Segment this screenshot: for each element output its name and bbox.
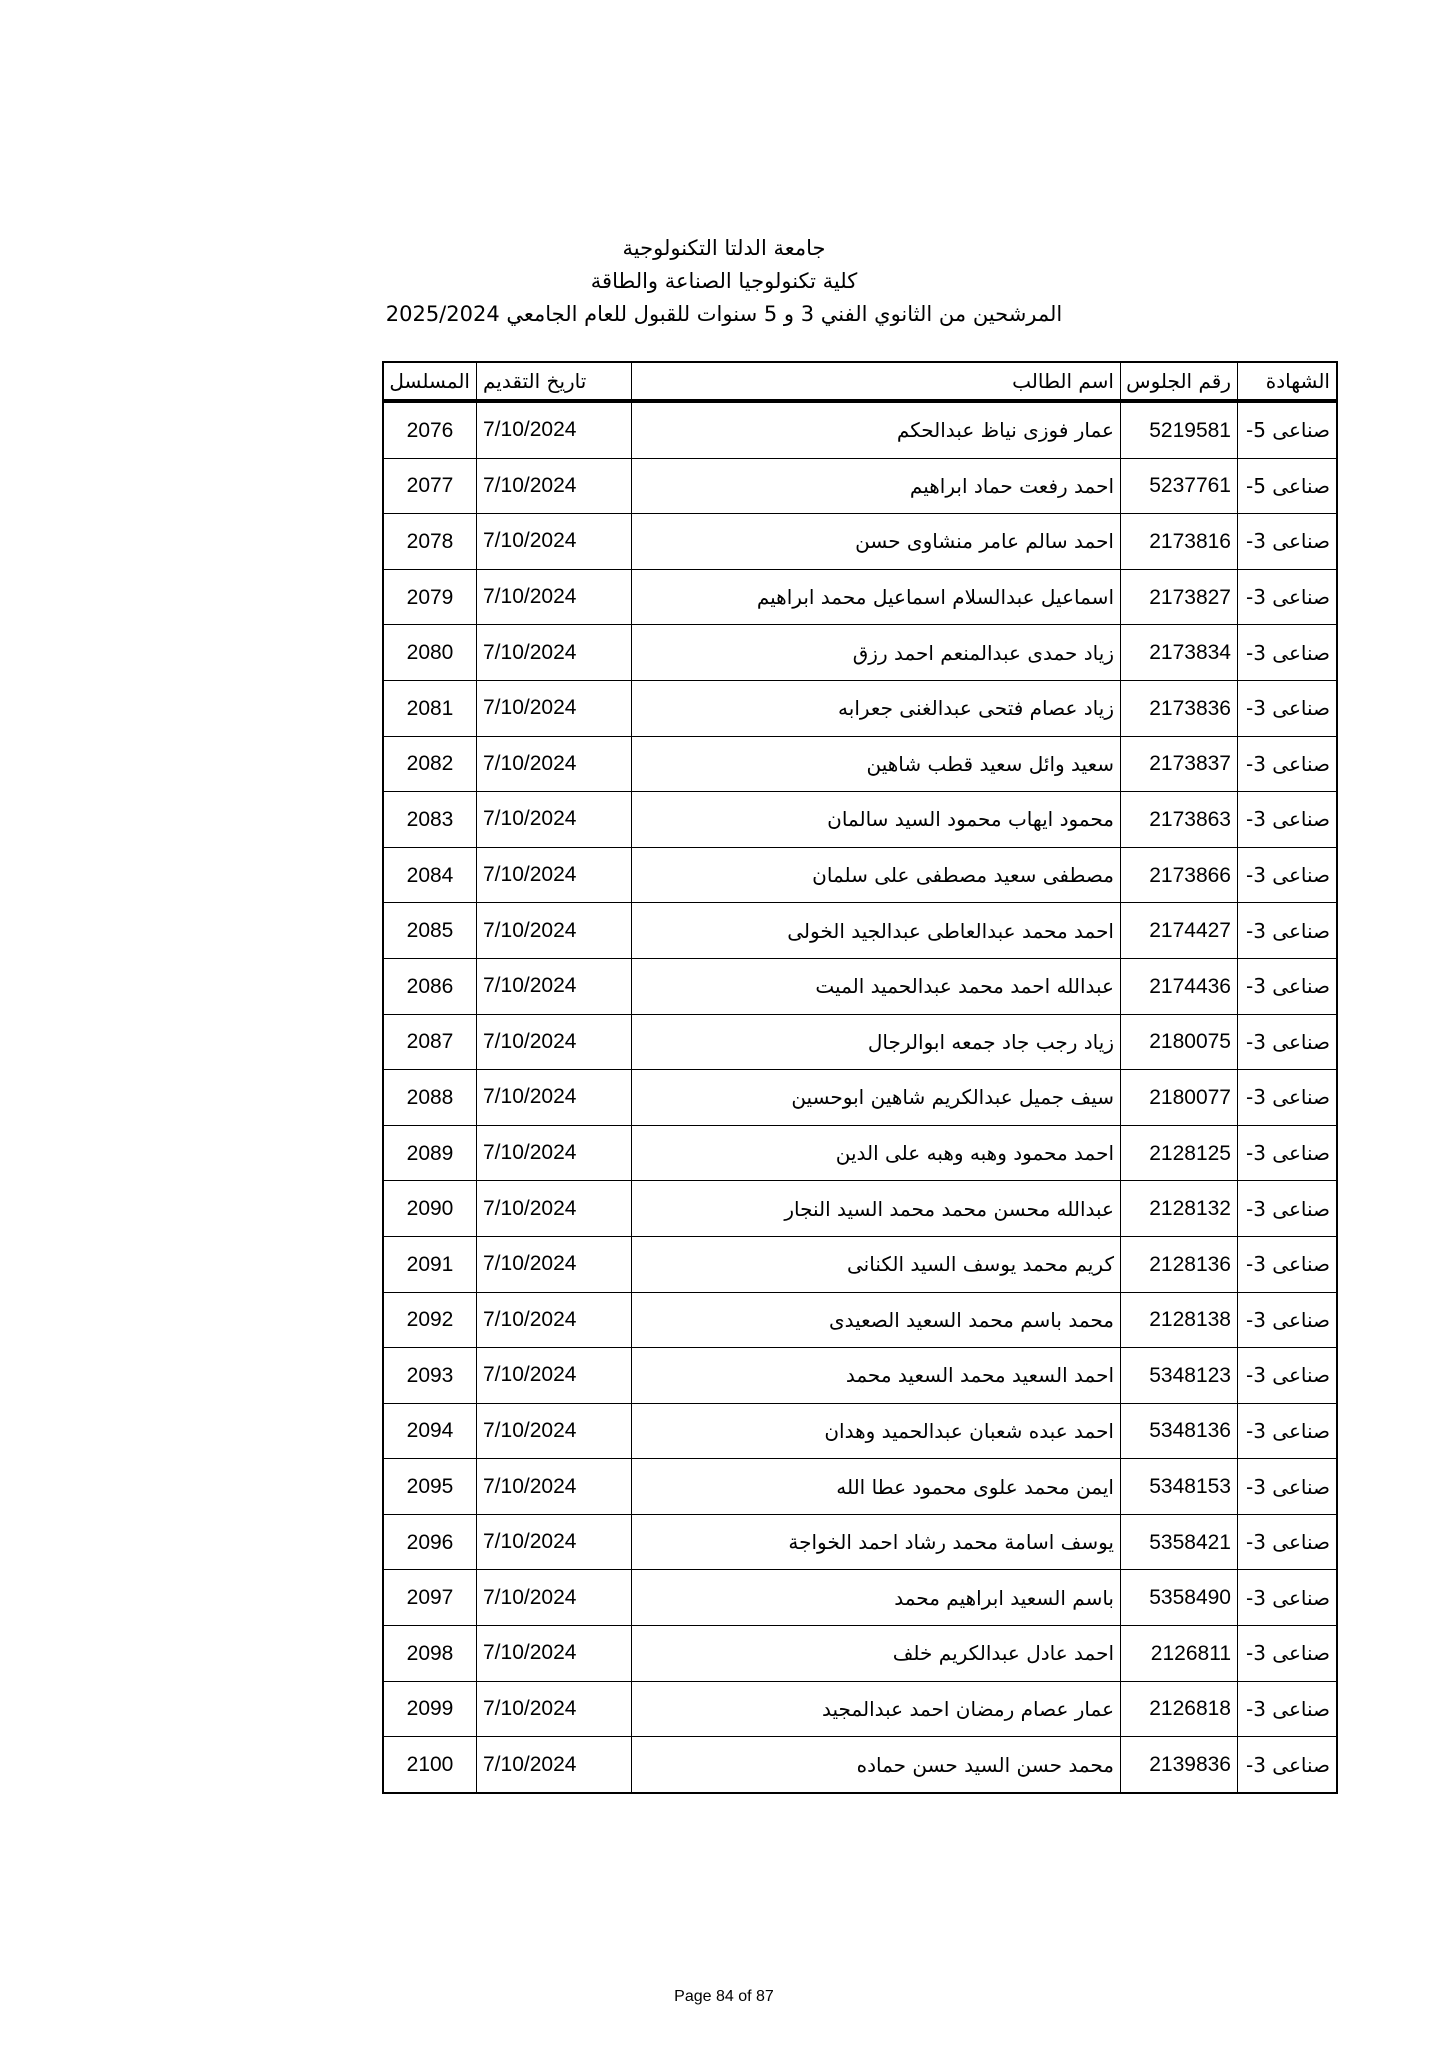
table-row	[383, 625, 1337, 681]
cell-student-name: سيف جميل عبدالكريم شاهين ابوحسين	[632, 1070, 1121, 1126]
cell-seat-number-value: 2128132	[1149, 1197, 1231, 1221]
cell-application-date	[477, 401, 632, 458]
table-row	[383, 1626, 1337, 1682]
page-number: Page 84 of 87	[674, 1988, 774, 2005]
cell-serial	[383, 1681, 477, 1737]
cell-serial-value: 2089	[406, 1141, 454, 1165]
cell-student-name: زياد عصام فتحى عبدالغنى جعرابه	[632, 680, 1121, 736]
cell-certificate: صناعى 3-	[1238, 1236, 1338, 1292]
cell-certificate: صناعى 3-	[1238, 1459, 1338, 1515]
cell-seat-number-value: 2173834	[1149, 641, 1231, 665]
column-header-student-name: اسم الطالب	[632, 362, 1121, 401]
cell-serial	[383, 1181, 477, 1237]
cell-student-name: عمار فوزى نياظ عبدالحكم	[632, 401, 1121, 458]
cell-application-date-value: 7/10/2024	[483, 1307, 577, 1331]
cell-certificate: صناعى 3-	[1238, 569, 1338, 625]
cell-application-date-value: 7/10/2024	[483, 1029, 577, 1053]
cell-serial	[383, 1292, 477, 1348]
cell-serial	[383, 1514, 477, 1570]
cell-serial	[383, 1737, 477, 1793]
cell-serial-value: 2090	[406, 1197, 454, 1221]
cell-student-name: ايمن محمد علوى محمود عطا الله	[632, 1459, 1121, 1515]
document-header	[0, 232, 1448, 331]
cell-certificate: صناعى 3-	[1238, 1348, 1338, 1404]
cell-application-date	[477, 569, 632, 625]
cell-serial-value: 2098	[406, 1641, 454, 1665]
cell-application-date	[477, 1403, 632, 1459]
cell-application-date-value: 7/10/2024	[483, 1641, 577, 1665]
cell-certificate: صناعى 3-	[1238, 1014, 1338, 1070]
cell-application-date	[477, 1070, 632, 1126]
cell-application-date-value: 7/10/2024	[483, 1752, 577, 1776]
cell-seat-number-value: 2173837	[1149, 752, 1231, 776]
cell-seat-number-value: 2128125	[1149, 1141, 1231, 1165]
cell-certificate: صناعى 3-	[1238, 514, 1338, 570]
table-row	[383, 569, 1337, 625]
cell-application-date	[477, 1570, 632, 1626]
table-header-row	[383, 362, 1337, 401]
cell-application-date-value: 7/10/2024	[483, 696, 577, 720]
cell-application-date-value: 7/10/2024	[483, 974, 577, 998]
cell-application-date-value: 7/10/2024	[483, 863, 577, 887]
cell-application-date-value: 7/10/2024	[483, 1530, 577, 1554]
cell-student-name: محمود ايهاب محمود السيد سالمان	[632, 792, 1121, 848]
cell-seat-number	[1121, 458, 1238, 514]
cell-student-name: اسماعيل عبدالسلام اسماعيل محمد ابراهيم	[632, 569, 1121, 625]
cell-certificate: صناعى 3-	[1238, 1403, 1338, 1459]
table-row	[383, 1570, 1337, 1626]
cell-application-date	[477, 680, 632, 736]
cell-student-name: باسم السعيد ابراهيم محمد	[632, 1570, 1121, 1626]
cell-seat-number-value: 2174427	[1149, 919, 1231, 943]
cell-seat-number	[1121, 847, 1238, 903]
cell-serial-value: 2096	[406, 1530, 454, 1554]
cell-application-date-value: 7/10/2024	[483, 1585, 577, 1609]
cell-certificate: صناعى 3-	[1238, 736, 1338, 792]
document-subtitle: المرشحين من الثانوي الفني 3 و 5 سنوات للقبول للعام الجامعي 2025/2024	[385, 302, 1063, 326]
table-row	[383, 401, 1337, 458]
cell-certificate: صناعى 3-	[1238, 792, 1338, 848]
cell-application-date-value: 7/10/2024	[483, 807, 577, 831]
cell-student-name: مصطفى سعيد مصطفى على سلمان	[632, 847, 1121, 903]
cell-serial-value: 2076	[406, 418, 454, 442]
table-row	[383, 792, 1337, 848]
cell-application-date	[477, 1125, 632, 1181]
cell-seat-number-value: 2173827	[1149, 585, 1231, 609]
cell-seat-number-value: 2180077	[1149, 1085, 1231, 1109]
table-row	[383, 903, 1337, 959]
cell-application-date	[477, 1459, 632, 1515]
cell-seat-number	[1121, 1348, 1238, 1404]
cell-student-name: احمد عادل عبدالكريم خلف	[632, 1626, 1121, 1682]
cell-application-date-value: 7/10/2024	[483, 585, 577, 609]
cell-application-date	[477, 458, 632, 514]
cell-serial-value: 2082	[406, 752, 454, 776]
cell-student-name: احمد رفعت حماد ابراهيم	[632, 458, 1121, 514]
cell-serial-value: 2086	[406, 974, 454, 998]
cell-certificate: صناعى 3-	[1238, 1626, 1338, 1682]
cell-seat-number-value: 2126811	[1150, 1641, 1231, 1665]
cell-application-date	[477, 514, 632, 570]
cell-seat-number-value: 5348123	[1149, 1363, 1231, 1387]
college-title: كلية تكنولوجيا الصناعة والطاقة	[590, 269, 858, 293]
cell-seat-number-value: 2173836	[1149, 696, 1231, 720]
cell-serial-value: 2094	[406, 1419, 454, 1443]
column-header-serial: المسلسل	[383, 362, 477, 401]
cell-serial	[383, 1626, 477, 1682]
cell-application-date	[477, 625, 632, 681]
cell-seat-number-value: 2126818	[1149, 1697, 1231, 1721]
cell-serial-value: 2084	[406, 863, 454, 887]
cell-application-date-value: 7/10/2024	[483, 1363, 577, 1387]
cell-student-name: احمد محمود وهبه وهبه على الدين	[632, 1125, 1121, 1181]
cell-serial-value: 2097	[406, 1586, 454, 1610]
cell-application-date	[477, 1181, 632, 1237]
cell-serial-value: 2095	[406, 1475, 454, 1499]
cell-seat-number-value: 2180075	[1149, 1030, 1231, 1054]
cell-certificate: صناعى 3-	[1238, 680, 1338, 736]
cell-serial	[383, 903, 477, 959]
table-row	[383, 1459, 1337, 1515]
cell-application-date	[477, 1737, 632, 1793]
cell-serial	[383, 847, 477, 903]
cell-student-name: يوسف اسامة محمد رشاد احمد الخواجة	[632, 1514, 1121, 1570]
cell-serial-value: 2078	[406, 529, 454, 553]
cell-seat-number-value: 5358490	[1149, 1586, 1231, 1610]
cell-seat-number	[1121, 1514, 1238, 1570]
table-row	[383, 1514, 1337, 1570]
cell-application-date	[477, 736, 632, 792]
cell-application-date-value: 7/10/2024	[483, 1418, 577, 1442]
cell-application-date	[477, 958, 632, 1014]
cell-seat-number	[1121, 625, 1238, 681]
cell-serial-value: 2093	[406, 1363, 454, 1387]
table-row	[383, 958, 1337, 1014]
cell-application-date	[477, 1681, 632, 1737]
candidates-table	[382, 361, 1338, 1794]
cell-serial-value: 2087	[406, 1030, 454, 1054]
cell-application-date	[477, 1014, 632, 1070]
cell-certificate: صناعى 3-	[1238, 1514, 1338, 1570]
cell-certificate: صناعى 3-	[1238, 1681, 1338, 1737]
table-row	[383, 1070, 1337, 1126]
cell-serial	[383, 569, 477, 625]
cell-seat-number	[1121, 903, 1238, 959]
cell-student-name: احمد سالم عامر منشاوى حسن	[632, 514, 1121, 570]
cell-application-date-value: 7/10/2024	[483, 1085, 577, 1109]
cell-seat-number-value: 2139836	[1149, 1753, 1231, 1777]
cell-certificate: صناعى 3-	[1238, 847, 1338, 903]
cell-application-date-value: 7/10/2024	[483, 1474, 577, 1498]
cell-serial	[383, 792, 477, 848]
column-header-certificate: الشهادة	[1238, 362, 1338, 401]
cell-seat-number	[1121, 1403, 1238, 1459]
table-row	[383, 847, 1337, 903]
cell-student-name: عمار عصام رمضان احمد عبدالمجيد	[632, 1681, 1121, 1737]
university-title: جامعة الدلتا التكنولوجية	[622, 236, 826, 260]
cell-seat-number-value: 5348153	[1149, 1475, 1231, 1499]
cell-student-name: زياد رجب جاد جمعه ابوالرجال	[632, 1014, 1121, 1070]
cell-seat-number	[1121, 1236, 1238, 1292]
cell-certificate: صناعى 3-	[1238, 1070, 1338, 1126]
table-row	[383, 1681, 1337, 1737]
cell-certificate: صناعى 5-	[1238, 458, 1338, 514]
cell-seat-number	[1121, 514, 1238, 570]
table-row	[383, 1125, 1337, 1181]
table-row	[383, 514, 1337, 570]
cell-certificate: صناعى 3-	[1238, 625, 1338, 681]
cell-seat-number-value: 2173866	[1149, 863, 1231, 887]
cell-seat-number	[1121, 1459, 1238, 1515]
cell-application-date-value: 7/10/2024	[483, 918, 577, 942]
cell-student-name: زياد حمدى عبدالمنعم احمد رزق	[632, 625, 1121, 681]
cell-serial-value: 2080	[406, 641, 454, 665]
table-row	[383, 1403, 1337, 1459]
cell-seat-number-value: 5237761	[1149, 474, 1231, 498]
cell-application-date-value: 7/10/2024	[483, 529, 577, 553]
table-row	[383, 458, 1337, 514]
cell-student-name: عبدالله محسن محمد محمد السيد النجار	[632, 1181, 1121, 1237]
cell-seat-number	[1121, 792, 1238, 848]
cell-student-name: احمد السعيد محمد السعيد محمد	[632, 1348, 1121, 1404]
cell-seat-number	[1121, 569, 1238, 625]
cell-application-date-value: 7/10/2024	[483, 1141, 577, 1165]
cell-serial	[383, 1125, 477, 1181]
cell-student-name: كريم محمد يوسف السيد الكنانى	[632, 1236, 1121, 1292]
cell-seat-number	[1121, 680, 1238, 736]
cell-serial	[383, 1236, 477, 1292]
cell-application-date	[477, 1626, 632, 1682]
cell-serial	[383, 1570, 477, 1626]
cell-certificate: صناعى 3-	[1238, 1181, 1338, 1237]
cell-application-date-value: 7/10/2024	[483, 751, 577, 775]
cell-student-name: محمد باسم محمد السعيد الصعيدى	[632, 1292, 1121, 1348]
cell-seat-number	[1121, 1125, 1238, 1181]
table-body	[383, 401, 1337, 1793]
cell-application-date-value: 7/10/2024	[483, 473, 577, 497]
cell-certificate: صناعى 3-	[1238, 958, 1338, 1014]
cell-student-name: عبدالله احمد محمد عبدالحميد الميت	[632, 958, 1121, 1014]
cell-student-name: احمد محمد عبدالعاطى عبدالجيد الخولى	[632, 903, 1121, 959]
cell-serial	[383, 458, 477, 514]
cell-certificate: صناعى 3-	[1238, 1570, 1338, 1626]
table-row	[383, 1014, 1337, 1070]
cell-serial-value: 2081	[406, 696, 454, 720]
cell-seat-number-value: 5348136	[1149, 1419, 1231, 1443]
cell-seat-number	[1121, 1737, 1238, 1793]
cell-student-name: محمد حسن السيد حسن حماده	[632, 1737, 1121, 1793]
table-row	[383, 680, 1337, 736]
cell-seat-number	[1121, 1070, 1238, 1126]
cell-seat-number	[1121, 1292, 1238, 1348]
cell-application-date	[477, 1514, 632, 1570]
cell-seat-number-value: 2128138	[1149, 1308, 1231, 1332]
cell-seat-number-value: 2174436	[1149, 974, 1231, 998]
cell-seat-number	[1121, 1014, 1238, 1070]
cell-application-date	[477, 847, 632, 903]
cell-application-date	[477, 903, 632, 959]
table-row	[383, 1348, 1337, 1404]
cell-seat-number	[1121, 1570, 1238, 1626]
cell-application-date-value: 7/10/2024	[483, 1252, 577, 1276]
table-row	[383, 1181, 1337, 1237]
candidates-table-container	[382, 361, 1338, 1794]
table-row	[383, 1737, 1337, 1793]
cell-serial-value: 2088	[406, 1085, 454, 1109]
column-header-application-date: تاريخ التقديم	[477, 362, 632, 401]
cell-certificate: صناعى 3-	[1238, 903, 1338, 959]
cell-serial-value: 2092	[406, 1308, 454, 1332]
cell-application-date-value: 7/10/2024	[483, 1696, 577, 1720]
cell-student-name: سعيد وائل سعيد قطب شاهين	[632, 736, 1121, 792]
cell-application-date	[477, 792, 632, 848]
cell-seat-number	[1121, 1626, 1238, 1682]
cell-serial	[383, 958, 477, 1014]
cell-seat-number-value: 2173816	[1149, 529, 1231, 553]
cell-application-date	[477, 1292, 632, 1348]
cell-seat-number-value: 5358421	[1149, 1530, 1231, 1554]
cell-certificate: صناعى 5-	[1238, 401, 1338, 458]
cell-application-date-value: 7/10/2024	[483, 640, 577, 664]
cell-serial	[383, 1459, 477, 1515]
cell-serial	[383, 736, 477, 792]
cell-certificate: صناعى 3-	[1238, 1292, 1338, 1348]
cell-certificate: صناعى 3-	[1238, 1125, 1338, 1181]
cell-application-date	[477, 1348, 632, 1404]
cell-seat-number	[1121, 401, 1238, 458]
cell-serial	[383, 1403, 477, 1459]
cell-serial-value: 2077	[406, 474, 454, 498]
cell-seat-number-value: 2173863	[1149, 807, 1231, 831]
cell-serial-value: 2100	[406, 1753, 454, 1777]
cell-serial	[383, 680, 477, 736]
cell-serial	[383, 1014, 477, 1070]
cell-application-date	[477, 1236, 632, 1292]
cell-serial	[383, 1070, 477, 1126]
cell-serial-value: 2085	[406, 919, 454, 943]
cell-serial	[383, 401, 477, 458]
cell-serial	[383, 625, 477, 681]
cell-application-date-value: 7/10/2024	[483, 1196, 577, 1220]
cell-seat-number	[1121, 736, 1238, 792]
cell-seat-number-value: 5219581	[1149, 418, 1231, 442]
cell-serial-value: 2099	[406, 1697, 454, 1721]
table-row	[383, 1236, 1337, 1292]
cell-seat-number-value: 2128136	[1149, 1252, 1231, 1276]
cell-seat-number	[1121, 958, 1238, 1014]
cell-serial-value: 2083	[406, 807, 454, 831]
cell-seat-number	[1121, 1181, 1238, 1237]
cell-serial-value: 2091	[406, 1252, 454, 1276]
cell-student-name: احمد عبده شعبان عبدالحميد وهدان	[632, 1403, 1121, 1459]
cell-certificate: صناعى 3-	[1238, 1737, 1338, 1793]
table-row	[383, 736, 1337, 792]
cell-serial-value: 2079	[406, 585, 454, 609]
column-header-seat-number: رقم الجلوس	[1121, 362, 1238, 401]
cell-seat-number	[1121, 1681, 1238, 1737]
table-row	[383, 1292, 1337, 1348]
cell-application-date-value: 7/10/2024	[483, 418, 577, 442]
cell-serial	[383, 1348, 477, 1404]
cell-serial	[383, 514, 477, 570]
